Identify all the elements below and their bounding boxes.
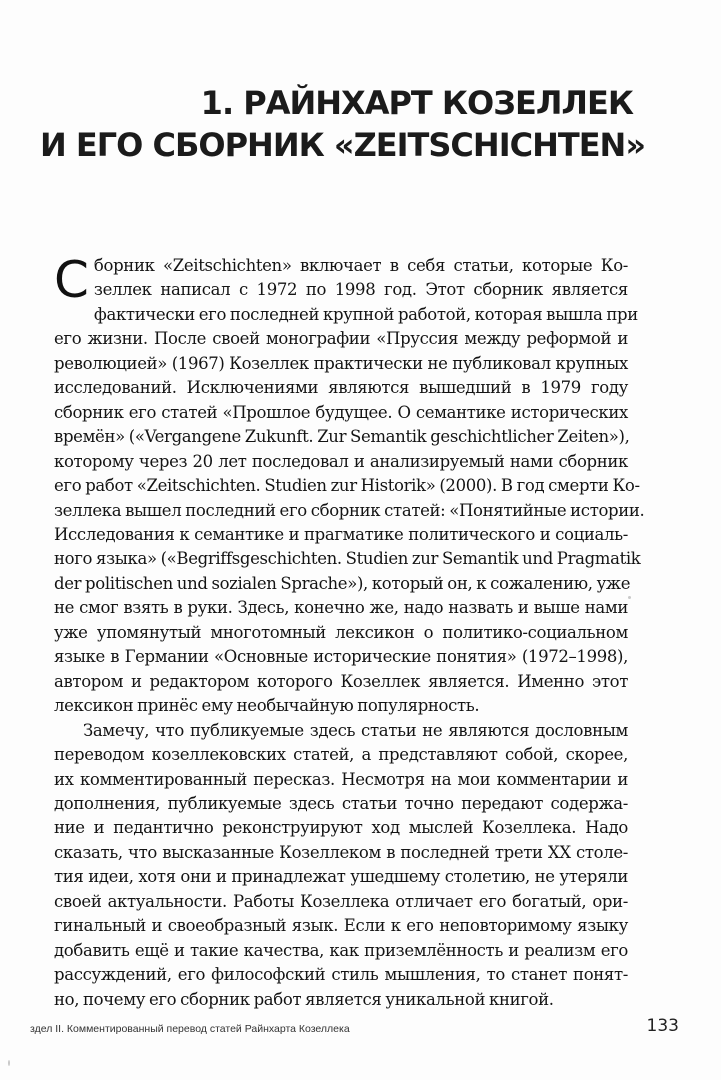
body-text [54, 251, 645, 1012]
text-line: борник «Zeitschichten» включает в себя статьи, которые Ко- [93, 256, 628, 275]
chapter-title-line-2: И ЕГО СБОРНИК «ZEITSCHICHTEN» [40, 126, 645, 164]
text-line: тия идеи, хотя они и принадлежат ушедшему столетию, не утеряли [54, 867, 628, 887]
chapter-title [40, 82, 645, 166]
text-line: ного языка» («Begriffsgeschichten. Studien zur Semantik und Pragmatik [54, 549, 641, 569]
running-footer: здел II. Комментированный перевод статей Райнхарта Козеллека [30, 1023, 350, 1035]
page-number: 133 [646, 1016, 679, 1036]
text-line: добавить ещё и такие качества, как приземлённость и реализм его [54, 940, 628, 960]
text-line: но, почему его сборник работ является уникальной книгой. [54, 989, 554, 1009]
text-line: зеллек написал с 1972 по 1998 год. Этот сборник является [93, 280, 628, 300]
paragraph-2 [54, 719, 628, 1012]
scan-speck [8, 1060, 10, 1066]
text-line: уже упомянутый многотомный лексикон о политико-социальном [54, 622, 628, 642]
text-line: фактически его последней крупной работой, которая вышла при [93, 304, 638, 324]
text-line: переводом козеллековских статей, а представляют собой, скорее, [54, 745, 628, 765]
text-line: сказать, что высказанные Козеллеком в последней трети XX столе- [54, 842, 628, 862]
text-line: лексикон принёс ему необычайную популярность. [54, 696, 480, 716]
drop-cap: С [54, 251, 89, 309]
scan-speck [628, 596, 631, 599]
text-line: der politischen und sozialen Sprache»), который он, к сожалению, уже [54, 573, 631, 593]
text-line: которому через 20 лет последовал и анализируемый нами сборник [54, 451, 628, 471]
text-line: своей актуальности. Работы Козеллека отличает его богатый, ори- [54, 891, 628, 911]
text-line: его жизни. После своей монографии «Пруссия между реформой и [54, 329, 628, 349]
text-line: ние и педантично реконструируют ход мыслей Козеллека. Надо [54, 818, 628, 838]
text-line: Исследования к семантике и прагматике политического и социаль- [54, 524, 628, 544]
text-line: революцией» (1967) Козеллек практически не публиковал крупных [54, 353, 628, 373]
text-line: времён» («Vergangene Zukunft. Zur Semantik geschichtlicher Zeiten»), [54, 427, 630, 447]
text-line: сборник его статей «Прошлое будущее. О семантике исторических [54, 402, 628, 422]
chapter-title-line-1: 1. РАЙНХАРТ КОЗЕЛЛЕК [200, 84, 633, 122]
text-line: автором и редактором которого Козеллек является. Именно этот [54, 671, 628, 691]
text-line: дополнения, публикуемые здесь статьи точно передают содержа- [54, 793, 628, 813]
text-line: его работ «Zeitschichten. Studien zur Historik» (2000). В год смерти Ко- [54, 476, 640, 496]
text-line: зеллека вышел последний его сборник статей: «Понятийные истории. [54, 500, 645, 520]
text-line: не смог взять в руки. Здесь, конечно же, надо назвать и выше нами [54, 598, 628, 618]
text-line: их комментированный пересказ. Несмотря на мои комментарии и [54, 769, 628, 789]
text-line: исследований. Исключениями являются вышедший в 1979 году [54, 378, 628, 398]
paragraph-1 [54, 251, 645, 719]
text-line: гинальный и своеобразный язык. Если к его неповторимому языку [54, 916, 628, 936]
text-line: рассуждений, его философский стиль мышления, то станет понят- [54, 965, 628, 985]
text-line: Замечу, что публикуемые здесь статьи не являются дословным [83, 720, 628, 740]
text-line: языке в Германии «Основные исторические понятия» (1972–1998), [54, 647, 628, 667]
